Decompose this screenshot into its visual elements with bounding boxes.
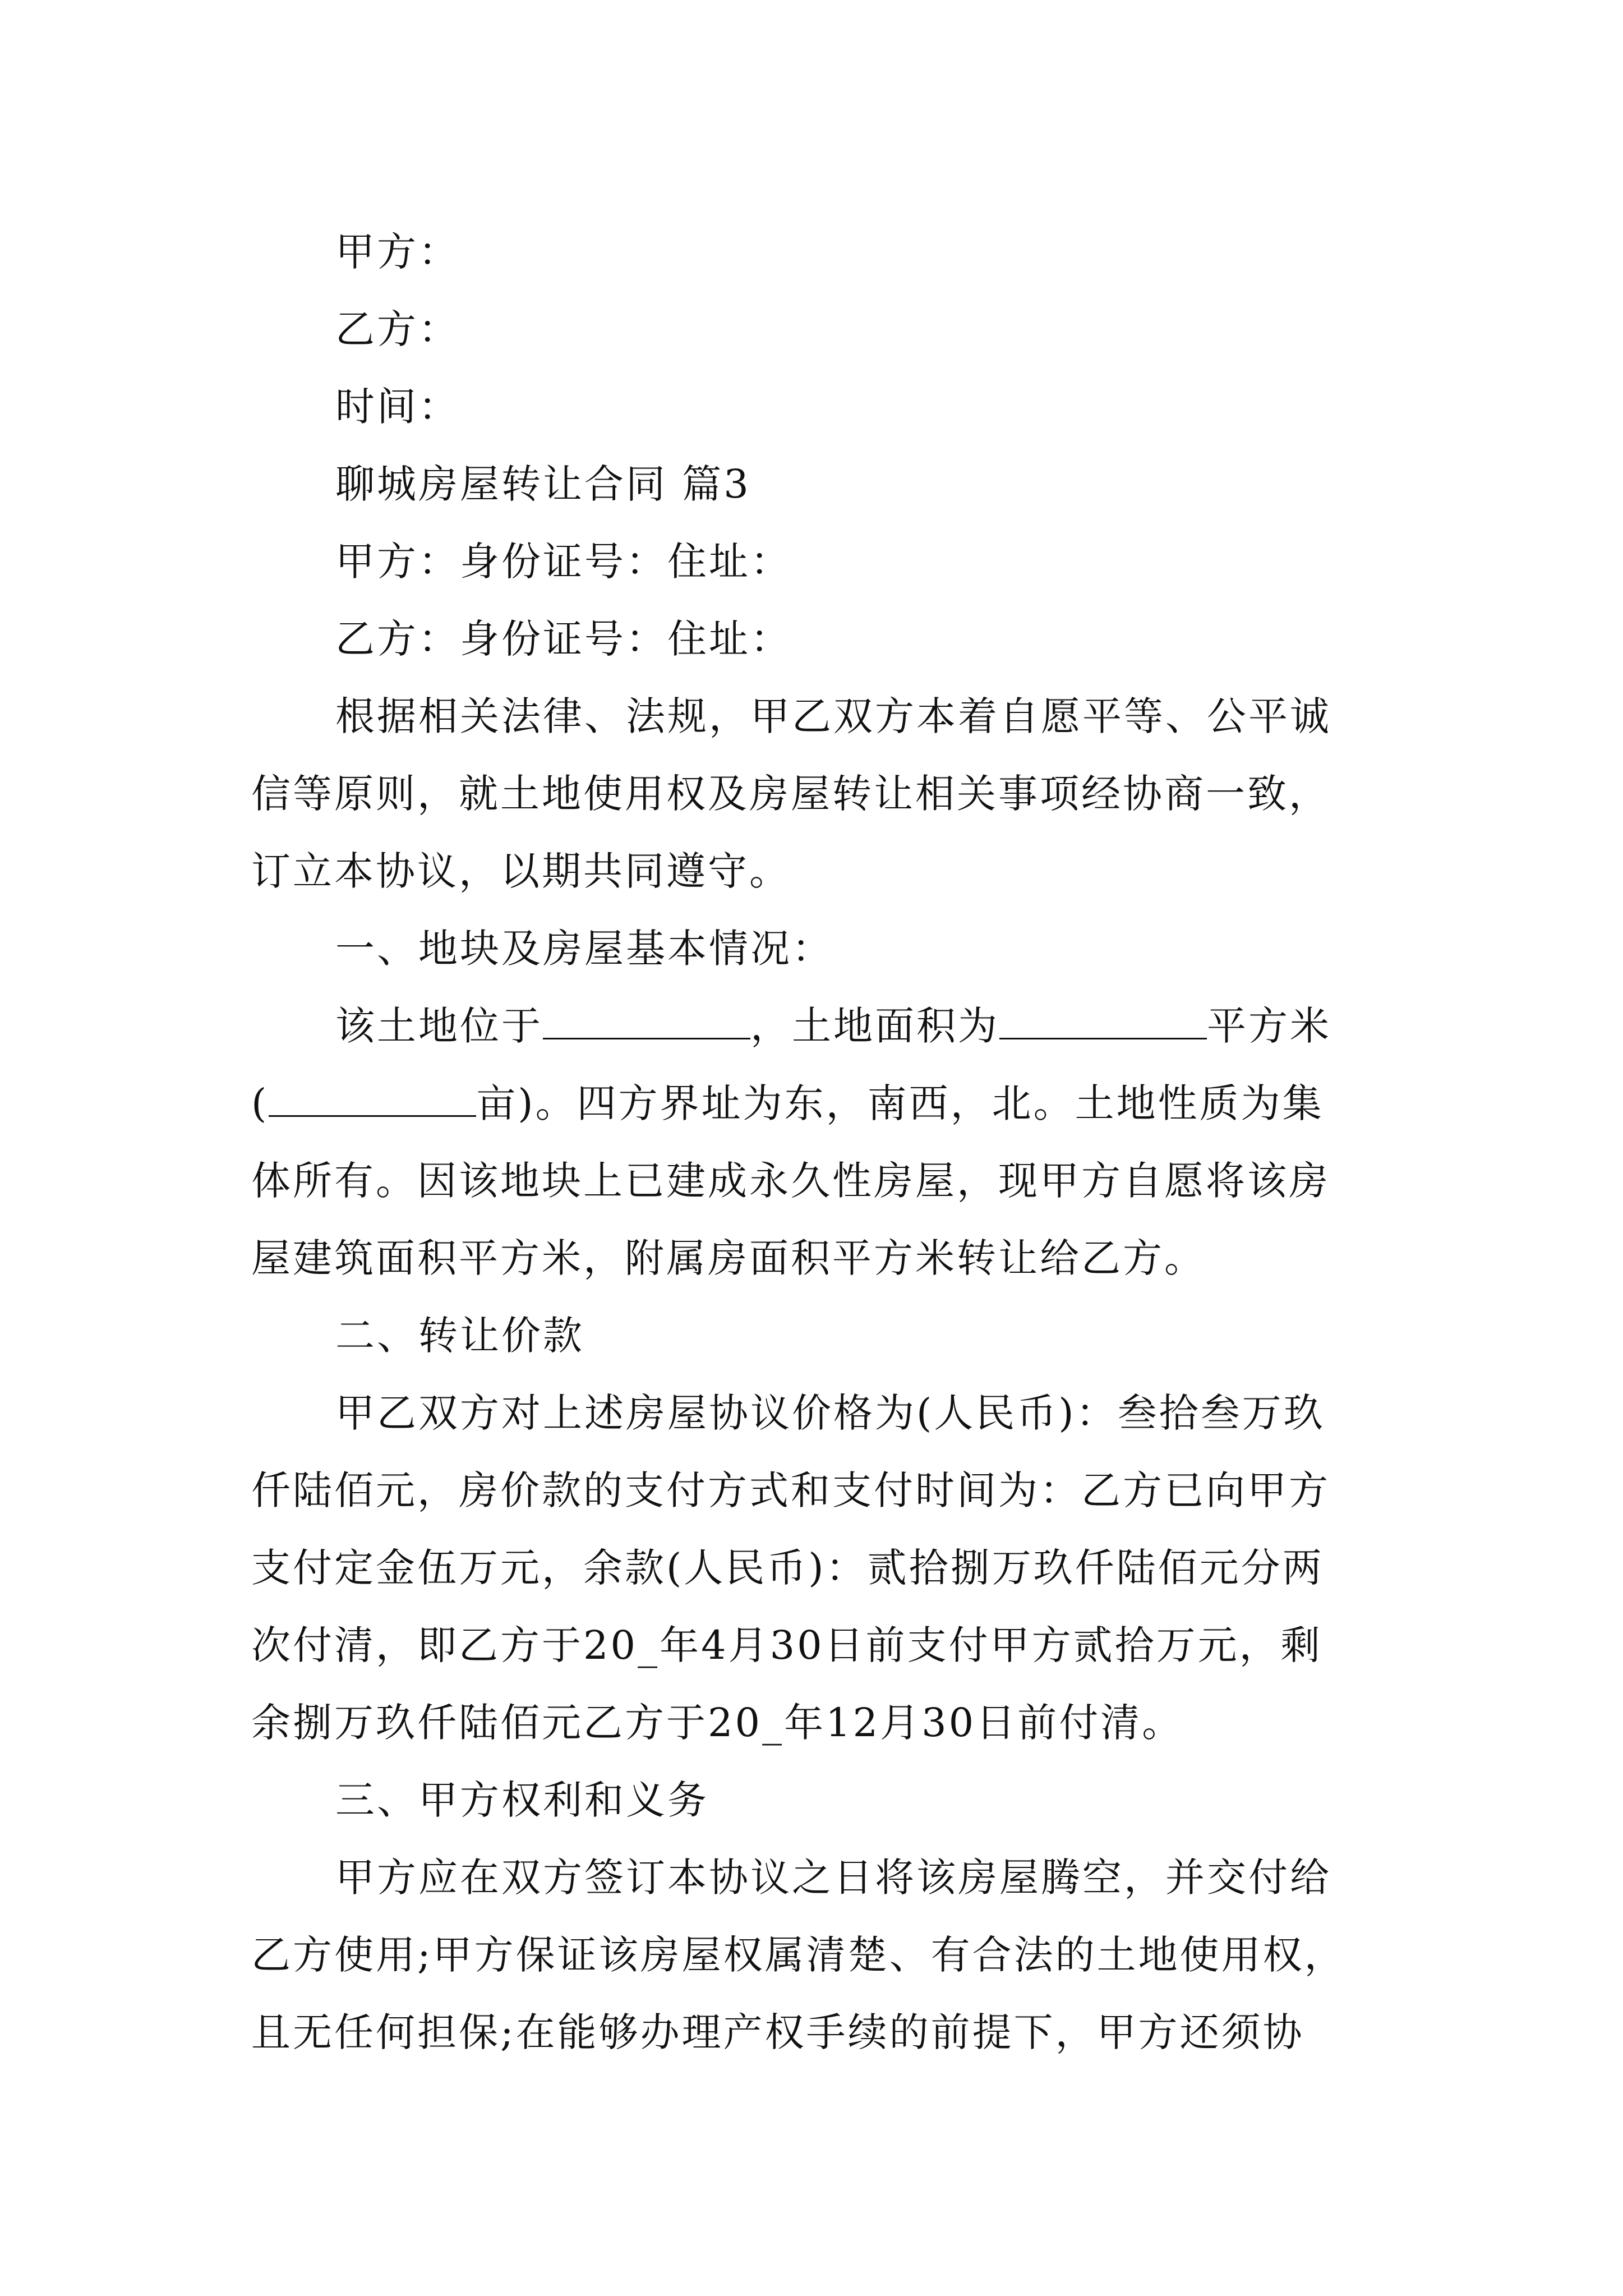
land-location-blank [543, 1001, 750, 1039]
land-area-unit: 平方米 [1207, 1003, 1331, 1049]
section-heading-1: 一、地块及房屋基本情况： [335, 926, 833, 972]
section-heading-3: 三、甲方权利和义务 [335, 1777, 709, 1823]
paragraph-line: 次付清，即乙方于20_年4月30日前支付甲方贰拾万元，剩 [251, 1622, 1322, 1668]
mu-blank [269, 1078, 476, 1117]
paragraph-line: 且无任何担保;在能够办理产权手续的前提下，甲方还须协 [251, 2009, 1304, 2055]
paragraph-line: 订立本协议，以期共同遵守。 [251, 848, 791, 894]
section-heading-2: 二、转让价款 [335, 1313, 584, 1359]
party-b-id-line: 乙方：身份证号：住址： [335, 616, 792, 662]
paragraph-line: 根据相关法律、法规，甲乙双方本着自愿平等、公平诚 [335, 693, 1331, 739]
paragraph-line: 屋建筑面积平方米，附属房面积平方米转让给乙方。 [251, 1235, 1206, 1281]
contract-title: 聊城房屋转让合同 篇3 [335, 461, 751, 507]
paragraph-line: 甲乙双方对上述房屋协议价格为(人民币)：叁拾叁万玖 [335, 1390, 1325, 1436]
paragraph-line: 乙方使用;甲方保证该房屋权属清楚、有合法的土地使用权， [251, 1932, 1346, 1978]
paragraph-line: 甲方应在双方签订本协议之日将该房屋腾空，并交付给 [335, 1855, 1331, 1901]
paragraph-line: 体所有。因该地块上已建成永久性房屋，现甲方自愿将该房 [251, 1158, 1330, 1204]
party-b-line: 乙方： [335, 306, 460, 352]
land-location-label: 该土地位于 [335, 1003, 543, 1049]
mu-open-paren: ( [251, 1080, 269, 1126]
land-area-label: ，土地面积为 [750, 1003, 999, 1049]
paragraph-line: 信等原则，就土地使用权及房屋转让相关事项经协商一致， [251, 771, 1330, 817]
land-location-line [251, 987, 1380, 1065]
land-area-blank [999, 1001, 1207, 1039]
paragraph-line: 余捌万玖仟陆佰元乙方于20_年12月30日前付清。 [251, 1700, 1184, 1746]
party-a-id-line: 甲方：身份证号：住址： [335, 539, 792, 585]
mu-line [251, 1065, 1380, 1142]
paragraph-line: 支付定金伍万元，余款(人民币)：贰拾捌万玖仟陆佰元分两 [251, 1545, 1324, 1591]
party-a-line: 甲方： [335, 229, 460, 275]
mu-rest: 亩)。四方界址为东，南西，北。土地性质为集 [476, 1080, 1324, 1126]
paragraph-line: 仟陆佰元，房价款的支付方式和支付时间为：乙方已向甲方 [251, 1467, 1330, 1513]
document-body [251, 213, 1380, 2071]
time-line: 时间： [335, 384, 460, 430]
